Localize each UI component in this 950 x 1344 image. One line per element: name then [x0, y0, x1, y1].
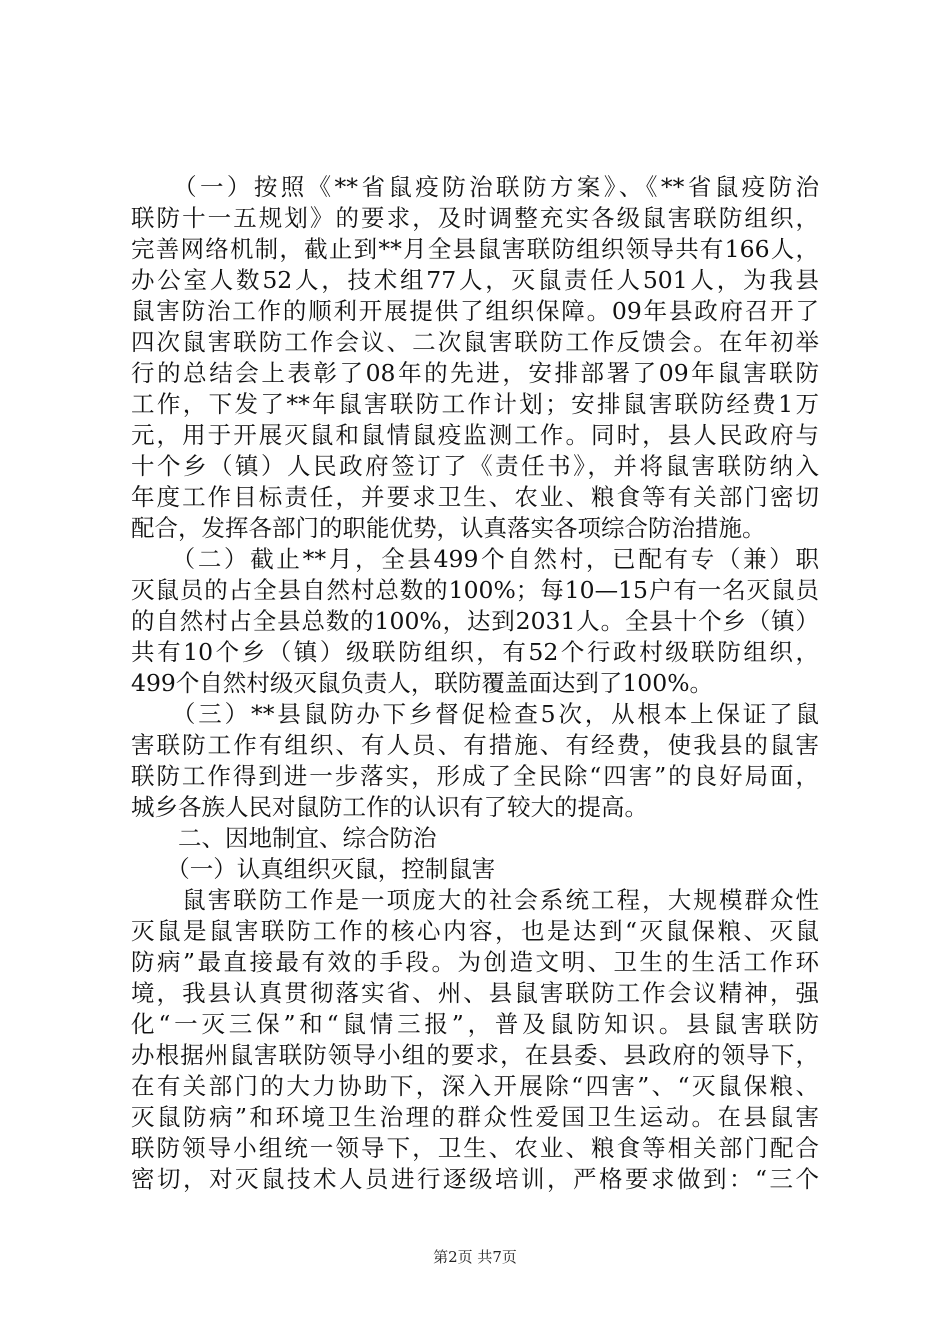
text-line: 鼠害防治工作的顺利开展提供了组织保障。09年县政府召开了 — [131, 297, 819, 325]
text-line: 十个乡（镇）人民政府签订了《责任书》，并将鼠害联防纳入 — [131, 452, 819, 480]
text-line: 防病”最直接最有效的手段。为创造文明、卫生的生活工作环 — [131, 948, 819, 976]
text-line: 二、因地制宜、综合防治 — [131, 824, 437, 852]
text-line: 害联防工作有组织、有人员、有措施、有经费，使我县的鼠害 — [131, 731, 819, 759]
text-line: 在有关部门的大力协助下，深入开展除“四害”、“灭鼠保粮、 — [131, 1072, 819, 1100]
text-line: 四次鼠害联防工作会议、二次鼠害联防工作反馈会。在年初举 — [131, 328, 819, 356]
text-line: 鼠害联防工作是一项庞大的社会系统工程，大规模群众性 — [131, 886, 819, 914]
text-line: （三）**县鼠防办下乡督促检查5次，从根本上保证了鼠 — [131, 700, 819, 728]
text-line: 境，我县认真贯彻落实省、州、县鼠害联防工作会议精神，强 — [131, 979, 819, 1007]
text-line: 共有10个乡（镇）级联防组织，有52个行政村级联防组织， — [131, 638, 819, 666]
text-line: 工作，下发了**年鼠害联防工作计划；安排鼠害联防经费1万 — [131, 390, 819, 418]
text-line: 行的总结会上表彰了08年的先进，安排部署了09年鼠害联防 — [131, 359, 819, 387]
text-line: 城乡各族人民对鼠防工作的认识有了较大的提高。 — [131, 793, 648, 821]
text-line: 联防领导小组统一领导下，卫生、农业、粮食等相关部门配合 — [131, 1134, 819, 1162]
text-line: 年度工作目标责任，并要求卫生、农业、粮食等有关部门密切 — [131, 483, 819, 511]
text-line: （一）认真组织灭鼠，控制鼠害 — [131, 855, 496, 883]
text-line: 联防工作得到进一步落实，形成了全民除“四害”的良好局面， — [131, 762, 819, 790]
text-line: 联防十一五规划》的要求，及时调整充实各级鼠害联防组织， — [131, 204, 819, 232]
text-line: （二）截止**月，全县499个自然村，已配有专（兼）职 — [131, 545, 819, 573]
text-line: 办根据州鼠害联防领导小组的要求，在县委、县政府的领导下， — [131, 1041, 819, 1069]
text-line: 办公室人数52人，技术组77人，灭鼠责任人501人，为我县 — [131, 266, 819, 294]
page-footer: 第2页 共7页 — [433, 1248, 517, 1266]
text-line: 密切，对灭鼠技术人员进行逐级培训，严格要求做到：“三个 — [131, 1165, 819, 1193]
text-line: 完善网络机制，截止到**月全县鼠害联防组织领导共有166人， — [131, 235, 819, 263]
text-line: 元，用于开展灭鼠和鼠情鼠疫监测工作。同时，县人民政府与 — [131, 421, 819, 449]
text-line: 配合，发挥各部门的职能优势，认真落实各项综合防治措施。 — [131, 514, 766, 542]
text-line: 499个自然村级灭鼠负责人，联防覆盖面达到了100%。 — [131, 669, 714, 697]
text-line: 灭鼠是鼠害联防工作的核心内容，也是达到“灭鼠保粮、灭鼠 — [131, 917, 819, 945]
text-line: 灭鼠员的占全县自然村总数的100%；每10—15户有一名灭鼠员 — [131, 576, 819, 604]
document-body — [131, 172, 819, 1195]
text-line: 化“一灭三保”和“鼠情三报”，普及鼠防知识。县鼠害联防 — [131, 1010, 819, 1038]
text-line: 的自然村占全县总数的100%，达到2031人。全县十个乡（镇） — [131, 607, 819, 635]
text-line: 灭鼠防病”和环境卫生治理的群众性爱国卫生运动。在县鼠害 — [131, 1103, 819, 1131]
text-line: （一）按照《**省鼠疫防治联防方案》、《**省鼠疫防治 — [131, 173, 819, 201]
